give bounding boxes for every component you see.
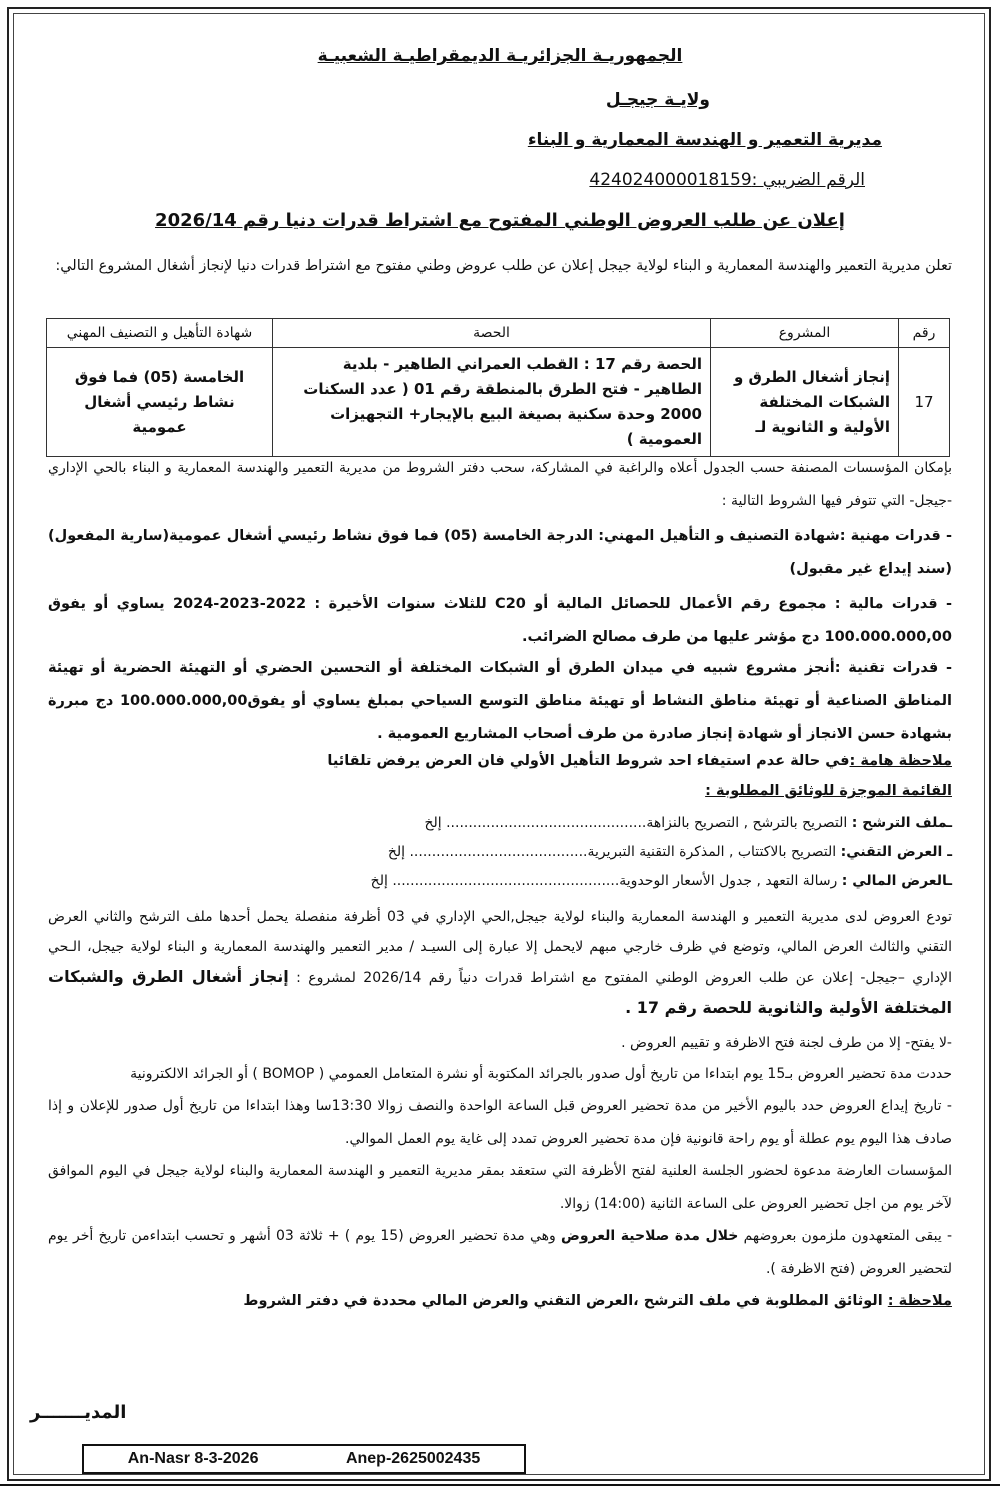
announcement-title: إعلان عن طلب العروض الوطني المفتوح مع اشتراط قدرات دنيا رقم 2026/14 [155, 210, 845, 231]
doc-item-technical: ـ العرض التقني: التصريح بالاكتتاب , المذكرة التقنية التبريرية........................................ إلخ [387, 844, 952, 860]
paragraph-opening: -لا يفتح- إلا من طرف لجنة فتح الاظرفة و تقييم العروض . [621, 1035, 952, 1051]
table-header-lot: الحصة [273, 319, 711, 348]
table-cell-number: 17 [899, 348, 950, 457]
footer-divider [0, 1484, 1000, 1486]
tax-number: الرقم الضريبي :424024000018159 [589, 170, 865, 190]
doc-item-label: ـملف الترشح : [851, 815, 952, 831]
paragraph-preparation-period: حددت مدة تحضير العروض بـ15 يوم ابتداءا من تاريخ أول صدور بالجرائد المكتوبة أو نشرة المتعامل العمومي ( BOMOP ) أو الجرائد الالكترونية [130, 1066, 952, 1082]
important-note-text: في حالة عدم استيفاء احد شروط التأهيل الأولي فان العرض يرفض تلقائيا [327, 753, 850, 769]
publication-footer [82, 1444, 526, 1474]
director-signature: المديـــــــر [30, 1402, 127, 1423]
final-note-text: الوثائق المطلوبة في ملف الترشح ،العرض التقني والعرض المالي محددة في دفتر الشروط [243, 1293, 883, 1309]
table-row [47, 348, 950, 457]
validity-emphasis: خلال مدة صلاحية العروض [560, 1228, 739, 1244]
doc-item-end: إلخ [370, 873, 388, 889]
paragraph-professional-capacity: - قدرات مهنية :شهادة التصنيف و التأهيل المهني: الدرجة الخامسة (05) فما فوق نشاط رئيسي أشغال عمومية(سارية المفعول) (سند إيداع غير مقبول) [48, 528, 952, 577]
important-note [48, 745, 952, 778]
important-note-label: ملاحظة هامة : [849, 753, 952, 769]
doc-item-text: التصريح بالاكتتاب , المذكرة التقنية التبريرية [587, 844, 837, 860]
doc-item-label: ـ العرض التقني: [840, 844, 952, 860]
doc-item-end: إلخ [387, 844, 406, 860]
wilaya-heading: ولايـة جيجـل [605, 90, 710, 110]
paragraph-validity [48, 1220, 952, 1286]
table-header-number: رقم [899, 319, 950, 348]
table-header-qualification: شهادة التأهيل و التصنيف المهني [47, 319, 273, 348]
doc-item-label: ـالعرض المالي : [841, 873, 952, 889]
paragraph-financial-capacity: - قدرات مالية : مجموع رقم الأعمال للحصائل المالية أو C20 للثلاث سنوات الأخيرة : 2022-2023-2024 يساوي أو يفوق 100.000.000,00 دج مؤشر عليها من طرف مصالح الضرائب. [48, 596, 952, 645]
final-note-label: ملاحظة : [887, 1293, 952, 1309]
table-cell-qualification: الخامسة (05) فما فوق نشاط رئيسي أشغال عمومية [47, 348, 273, 457]
intro-paragraph: تعلن مديرية التعمير والهندسة المعمارية و البناء لولاية جيجل إعلان عن طلب عروض وطني مفتوح مع اشتراط قدرات دنيا لإنجاز أشغال المشروع التالي: [55, 258, 952, 274]
doc-item-financial: ـالعرض المالي : رسالة التعهد , جدول الأسعار الوحدوية................................................... إلخ [370, 873, 952, 889]
table-cell-project: إنجاز أشغال الطرق و الشبكات المختلفة الأولية و الثانوية لـ [711, 348, 899, 457]
paragraph-deposit-date: - تاريخ إيداع العروض حدد باليوم الأخير من مدة تحضير العروض قبل الساعة الواحدة والنصف زوالا 13:30سا وهذا ابتداءا من تاريخ أول صدور للإعلان و إذا صادف هذا اليوم يوم عطلة أو يوم راحة قانونية فإن مدة تحضير العروض تمدد إلى غاية يوم العمل الموالي. [48, 1098, 952, 1147]
doc-item-text: رسالة التعهد , جدول الأسعار الوحدوية [619, 873, 838, 889]
validity-text-end: وهي مدة تحضير العروض (15 يوم ) + ثلاثة 03 أشهر و تحسب ابتداءمن تاريخ أخر يوم لتحضير العروض (فتح الاظرفة ). [48, 1228, 952, 1277]
submission-project: إنجاز أشغال الطرق والشبكات المختلفة الأولية والثانوية للحصة رقم 17 . [48, 967, 952, 1017]
republic-heading: الجمهوريـة الجزائريـة الديمقراطيـة الشعبيـة [317, 46, 683, 66]
paragraph-technical-capacity: - قدرات تقنية :أنجز مشروع شبيه في ميدان الطرق أو الشبكات المختلفة أو التحسين الحضري أو التهيئة الحضرية أو تهيئة المناطق الصناعية أو تهيئة مناطق النشاط أو تهيئة مناطق التوسع السياحي بمبلغ يساوي أو يفوق100.000.000,00 دج مبررة بشهادة حسن الانجاز أو شهادة إنجاز صادرة من طرف أصحاب المشاريع العمومية . [48, 660, 953, 742]
footer-newspaper: An-Nasr 8-3-2026 [127, 1450, 259, 1467]
documents-list-title: القائمة الموجزة للوثائق المطلوبة : [705, 783, 952, 799]
lots-table [46, 318, 950, 457]
paragraph-submission [48, 902, 952, 1024]
submission-text: تودع العروض لدى مديرية التعمير و الهندسة المعمارية والبناء لولاية جيجل,الحي الإداري في 03 أظرفة منفصلة يحمل أحدها ملف الترشح والثاني العرض التقني والثالث العرض المالي، وتوضع في ظرف خارجي مبهم لايحمل إلا عبارة إلى السيـد / مدير التعمير والهندسة المعمارية و البناء لولاية جيجل، الـحي الإداري –جيجل- إعلان عن طلب العروض الوطني المفتوح مع اشتراط قدرات دنياً رقم 2026/14 لمشروع : [48, 909, 952, 986]
doc-item-candidacy: ـملف الترشح : التصريح بالترشح , التصريح بالنزاهة............................................. إلخ [424, 815, 952, 831]
doc-item-end: إلخ [424, 815, 442, 831]
footer-anep-reference: Anep-2625002435 [345, 1450, 481, 1467]
table-cell-lot: الحصة رقم 17 : القطب العمراني الطاهير - بلدية الطاهير - فتح الطرق بالمنطقة رقم 01 ( عدد السكنات 2000 وحدة سكنية بصيغة البيع بالإيجار+ التجهيزات العمومية ) [273, 348, 711, 457]
directorate-heading: مديرية التعمير و الهندسة المعمارية و البناء [527, 130, 882, 150]
validity-text-start: - يبقى المتعهدون ملزمون بعروضهم [743, 1228, 952, 1244]
paragraph-withdraw-specs: بإمكان المؤسسات المصنفة حسب الجدول أعلاه والراغبة في المشاركة، سحب دفتر الشروط من مديرية التعمير والهندسة المعمارية و البناء بالحي الإداري -جيجل- التي تتوفر فيها الشروط التالية : [48, 460, 952, 509]
paragraph-public-session: المؤسسات العارضة مدعوة لحضور الجلسة العلنية لفتح الأظرفة التي ستعقد بمقر مديرية التعمير و الهندسة المعمارية والبناء لولاية جيجل في اليوم الموافق لآخر يوم من اجل تحضير العروض على الساعة الثانية (14:00) زوالا. [48, 1163, 952, 1212]
table-header-project: المشروع [711, 319, 899, 348]
final-note [48, 1285, 952, 1318]
doc-item-text: التصريح بالترشح , التصريح بالنزاهة [646, 815, 848, 831]
